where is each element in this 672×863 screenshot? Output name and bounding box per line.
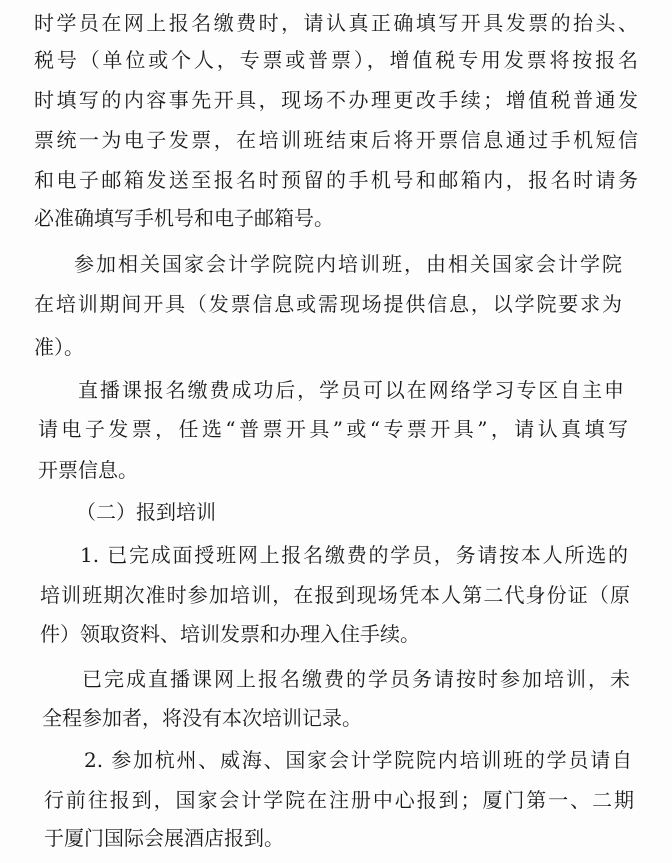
text-line: 时学员在网上报名缴费时，请认真正确填写开具发票的抬头、: [34, 11, 638, 35]
text-line: 于厦门国际会展酒店报到。: [44, 826, 284, 850]
text-line: 件）领取资料、培训发票和办理入住手续。: [40, 622, 420, 646]
text-line: 全程参加者，将没有本次培训记录。: [42, 706, 362, 730]
text-line: 1. 已完成面授班网上报名缴费的学员，务请按本人所选的: [80, 543, 628, 567]
text-line: 直播课报名缴费成功后，学员可以在网络学习专区自主申: [78, 378, 624, 402]
text-line: 时填写的内容事先开具，现场不办理更改手续；增值税普通发: [34, 88, 638, 112]
text-line: 准）。: [34, 335, 84, 359]
text-line: 已完成直播课网上报名缴费的学员务请按时参加培训，未: [82, 667, 630, 691]
text-line: 开票信息。: [38, 458, 138, 482]
text-line: 请电子发票，任选“普票开具”或“专票开具”，请认真填写: [38, 417, 628, 441]
text-line: 参加相关国家会计学院院内培训班，由相关国家会计学院: [74, 252, 622, 276]
text-line: 票统一为电子发票，在培训班结束后将开票信息通过手机短信: [34, 128, 638, 152]
text-line: 税号（单位或个人，专票或普票），增值税专用发票将按报名: [34, 48, 638, 72]
section-heading: （二）报到培训: [76, 500, 216, 524]
text-line: 2. 参加杭州、威海、国家会计学院院内培训班的学员请自: [84, 748, 632, 772]
text-line: 在培训期间开具（发票信息或需现场提供信息，以学院要求为: [34, 292, 622, 316]
text-line: 必准确填写手机号和电子邮箱号。: [34, 206, 334, 230]
text-line: 和电子邮箱发送至报名时预留的手机号和邮箱内，报名时请务: [34, 168, 638, 192]
text-line: 培训班期次准时参加培训，在报到现场凭本人第二代身份证（原: [40, 583, 630, 607]
text-line: 行前往报到，国家会计学院在注册中心报到；厦门第一、二期: [44, 788, 634, 812]
